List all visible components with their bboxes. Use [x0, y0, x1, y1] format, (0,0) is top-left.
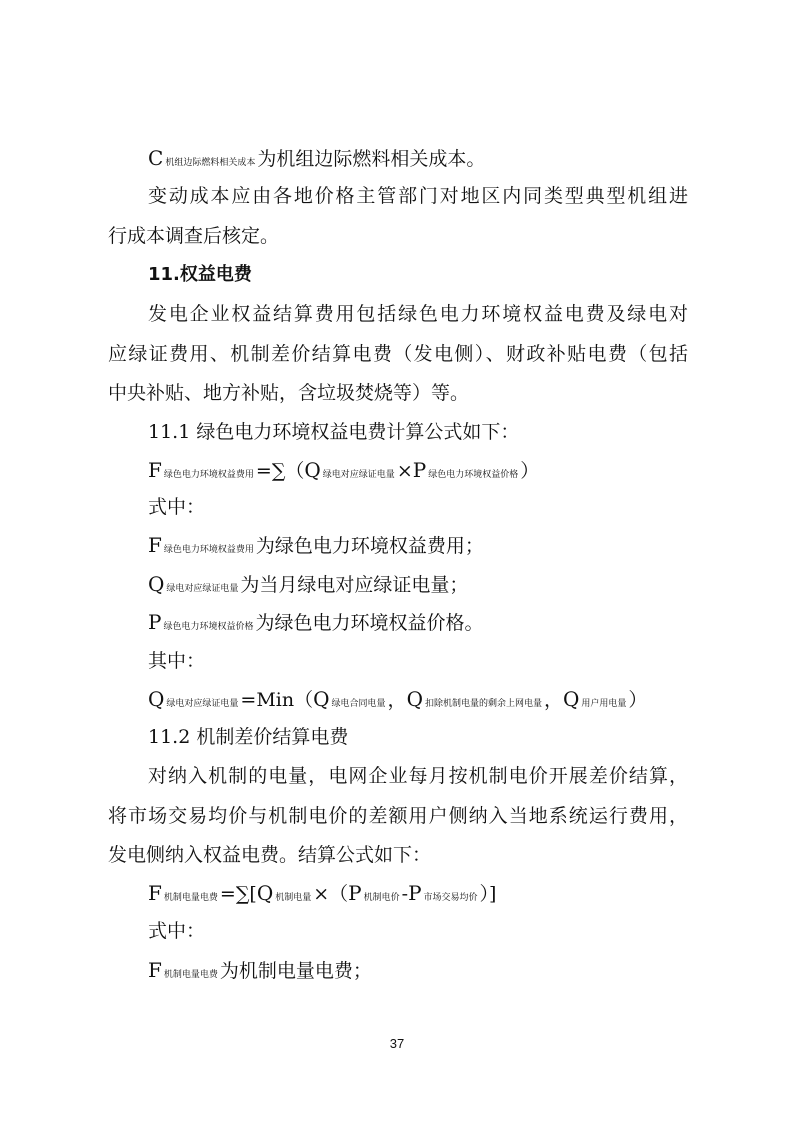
subscript: 绿电合同电量	[331, 699, 386, 709]
variable: C	[148, 146, 164, 170]
subscript: 绿电对应绿证电量	[166, 699, 239, 709]
operator: =∑（	[255, 460, 305, 482]
operator: -	[401, 883, 409, 905]
definition-text: 为机制电量电费；	[219, 960, 372, 982]
subscript: 市场交易均价	[423, 893, 478, 903]
variable: Q	[563, 687, 580, 711]
formula-mechanism-fee	[148, 879, 496, 912]
variable: F	[148, 533, 162, 557]
operator: ×（	[313, 883, 349, 905]
operator: ×	[396, 460, 413, 482]
page-number: 37	[389, 1036, 405, 1051]
operator: =Min（	[240, 689, 314, 711]
variable: Q	[256, 881, 274, 905]
definition-text: 为绿色电力环境权益费用；	[255, 535, 484, 557]
operator: ，	[387, 689, 407, 711]
definition-text: 为绿色电力环境权益价格。	[255, 612, 484, 634]
subscript: 绿电对应绿证电量	[166, 584, 239, 594]
variable: Q	[148, 687, 165, 711]
definition-f-mechanism	[148, 956, 372, 989]
variable: F	[148, 958, 162, 982]
paragraph-line: 发电侧纳入权益电费。结算公式如下：	[108, 844, 432, 866]
operator: ）]	[479, 883, 497, 905]
where-label: 式中：	[148, 920, 206, 942]
subscript: 机制电量电费	[163, 970, 218, 980]
variable: Q	[406, 687, 423, 711]
paragraph-line: 应绿证费用、机制差价结算电费（发电侧）、财政补贴电费（包括	[108, 343, 688, 365]
subscript: 绿色电力环境权益价格	[428, 470, 519, 480]
subscript: 绿色电力环境权益费用	[163, 545, 254, 555]
paragraph-line: 行成本调查后核定。	[108, 225, 280, 247]
variable: F	[148, 881, 162, 905]
among-label: 其中：	[148, 650, 206, 672]
operator: ，	[543, 689, 563, 711]
definition-q	[148, 570, 468, 603]
variable: P	[412, 458, 427, 482]
subscript: 扣除机制电量的剩余上网电量	[424, 699, 542, 709]
variable: Q	[304, 458, 321, 482]
variable: Q	[313, 687, 330, 711]
variable: P	[348, 881, 362, 905]
variable: Q	[148, 572, 165, 596]
subsection-heading: 11.2 机制差价结算电费	[148, 726, 349, 748]
subscript: 绿色电力环境权益费用	[163, 470, 254, 480]
variable: P	[148, 610, 162, 634]
operator: =∑[	[219, 883, 257, 905]
section-heading: 11.权益电费	[148, 264, 252, 285]
definition-c	[148, 144, 485, 177]
subscript: 用户用电量	[581, 699, 627, 709]
paragraph-line: 中央补贴、地方补贴，含垃圾焚烧等）等。	[108, 382, 470, 404]
subscript: 绿色电力环境权益价格	[163, 622, 254, 632]
definition-text: 为当月绿电对应绿证电量；	[240, 574, 469, 596]
subscript: 机制电价	[363, 893, 400, 903]
paragraph-line: 变动成本应由各地价格主管部门对地区内同类型典型机组进	[148, 185, 688, 207]
paragraph-line: 将市场交易均价与机制电价的差额用户侧纳入当地系统运行费用，	[108, 805, 688, 827]
variable: P	[408, 881, 422, 905]
subscript: 机制电量电费	[163, 893, 218, 903]
operator: ）	[628, 689, 648, 711]
formula-green-cert-quantity	[148, 685, 647, 718]
definition-text: 为机组边际燃料相关成本。	[257, 148, 486, 170]
subscript: 机组边际燃料相关成本	[165, 158, 256, 168]
operator: ）	[520, 460, 540, 482]
subscript: 绿电对应绿证电量	[322, 470, 395, 480]
where-label: 式中：	[148, 496, 206, 518]
paragraph-line: 发电企业权益结算费用包括绿色电力环境权益电费及绿电对	[148, 303, 688, 325]
definition-p	[148, 608, 484, 641]
formula-green-fee	[148, 456, 539, 489]
subscript: 机制电量	[275, 893, 312, 903]
definition-f	[148, 531, 484, 564]
variable: F	[148, 458, 162, 482]
paragraph-line: 对纳入机制的电量，电网企业每月按机制电价开展差价结算，	[148, 765, 688, 787]
subsection-heading: 11.1 绿色电力环境权益电费计算公式如下：	[148, 421, 520, 443]
